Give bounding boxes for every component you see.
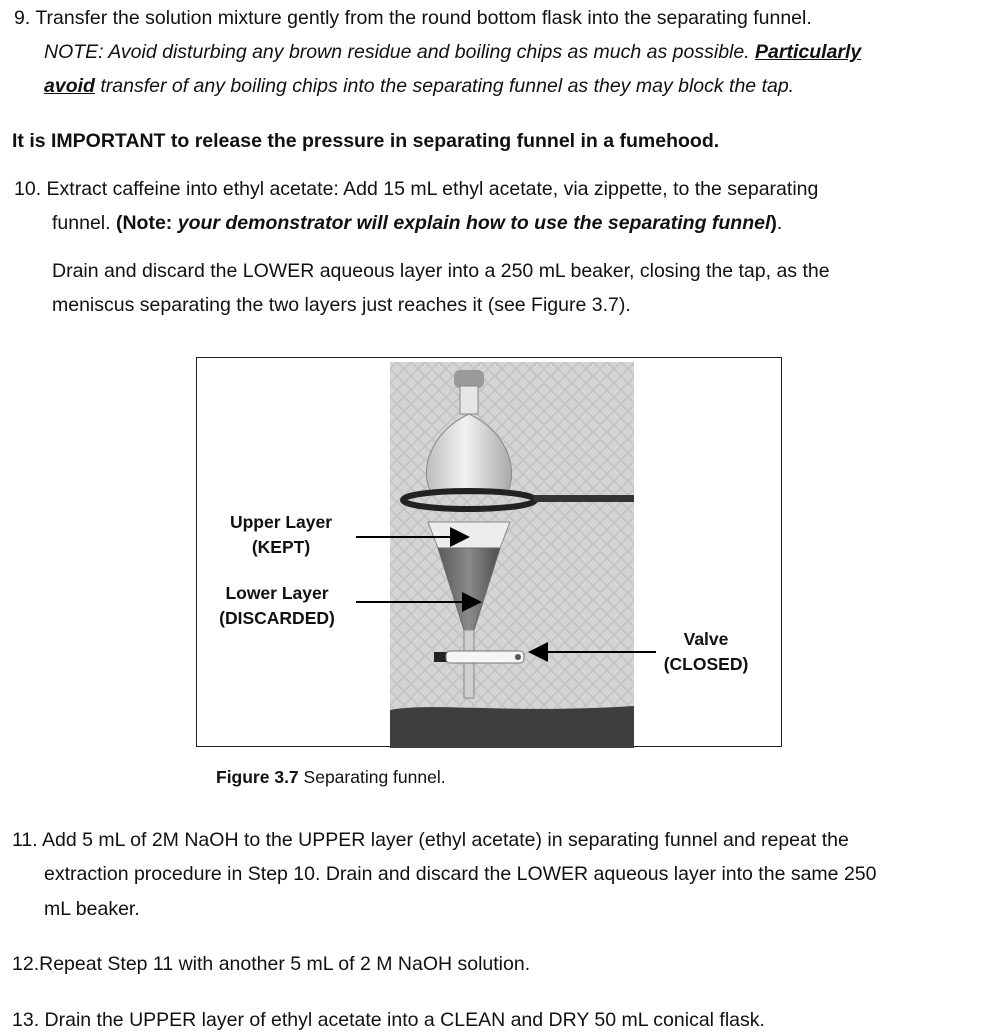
step-10-note-italic: your demonstrator will explain how to use the separating funnel: [177, 212, 771, 234]
lower-layer-label-line-1: Lower Layer: [225, 583, 329, 603]
step-9-note-prefix: NOTE: Avoid disturbing any brown residue and boiling chips as much as possible.: [44, 41, 756, 63]
step-12: 12.Repeat Step 11 with another 5 mL of 2 M NaOH solution.: [12, 953, 531, 975]
funnel-neck: [460, 386, 478, 414]
photo-background: [390, 362, 634, 748]
stopper: [454, 370, 484, 388]
step-10-para-line-1: Drain and discard the LOWER aqueous layer into a 250 mL beaker, closing the tap, as the: [52, 260, 830, 282]
step-10-text: 10. Extract caffeine into ethyl acetate: Add 15 mL ethyl acetate, via zippette, to the separating: [14, 178, 819, 200]
pressure-warning: It is IMPORTANT to release the pressure in separating funnel in a fumehood.: [12, 130, 720, 152]
upper-layer-label-line-1: Upper Layer: [229, 512, 333, 532]
valve-label: [660, 627, 752, 677]
step-10-para-line-2: meniscus separating the two layers just reaches it (see Figure 3.7).: [52, 294, 631, 316]
step-9-note-line-1: [44, 40, 861, 64]
bench-surface: [390, 706, 634, 748]
step-10-line-2: [52, 211, 782, 235]
step-9-text: 9. Transfer the solution mixture gently from the round bottom flask into the separating funnel.: [14, 7, 812, 29]
valve-label-line-2: (CLOSED): [663, 654, 749, 674]
upper-layer-label: [218, 510, 344, 560]
step-11-line-2: extraction procedure in Step 10. Drain and discard the LOWER aqueous layer into the same 250: [44, 863, 877, 885]
step-9-note-rest: transfer of any boiling chips into the separating funnel as they may block the tap.: [94, 75, 795, 97]
step-9-note-line-2: [44, 74, 794, 98]
step-10-note-label: (Note:: [115, 212, 178, 234]
step-9-note-emphasis-2: avoid: [44, 75, 95, 97]
valve-stopcock: [446, 651, 524, 663]
step-13: 13. Drain the UPPER layer of ethyl acetate into a CLEAN and DRY 50 mL conical flask.: [12, 1009, 765, 1031]
figure-caption: [216, 765, 446, 789]
step-10-line-2-end: .: [776, 212, 783, 234]
valve-pin: [515, 654, 521, 660]
lower-layer-label-line-2: (DISCARDED): [219, 608, 335, 628]
step-9-note-emphasis-1: Particularly: [755, 41, 862, 63]
lower-layer-label: [210, 581, 344, 631]
valve-label-line-1: Valve: [683, 629, 729, 649]
step-10-note-close: ): [770, 212, 777, 234]
figure-caption-number: Figure 3.7: [216, 767, 299, 787]
step-10-line-2-start: funnel.: [52, 212, 116, 234]
step-11-line-3: mL beaker.: [44, 898, 140, 920]
figure-caption-text: Separating funnel.: [298, 767, 446, 787]
separating-funnel-photo: [390, 362, 634, 748]
clamp-rod: [534, 495, 634, 502]
step-11-line-1: 11. Add 5 mL of 2M NaOH to the UPPER layer (ethyl acetate) in separating funnel and repeat the: [12, 829, 849, 851]
upper-layer-label-line-2: (KEPT): [251, 537, 311, 557]
upper-layer: [428, 522, 510, 548]
funnel-stem: [464, 630, 474, 698]
